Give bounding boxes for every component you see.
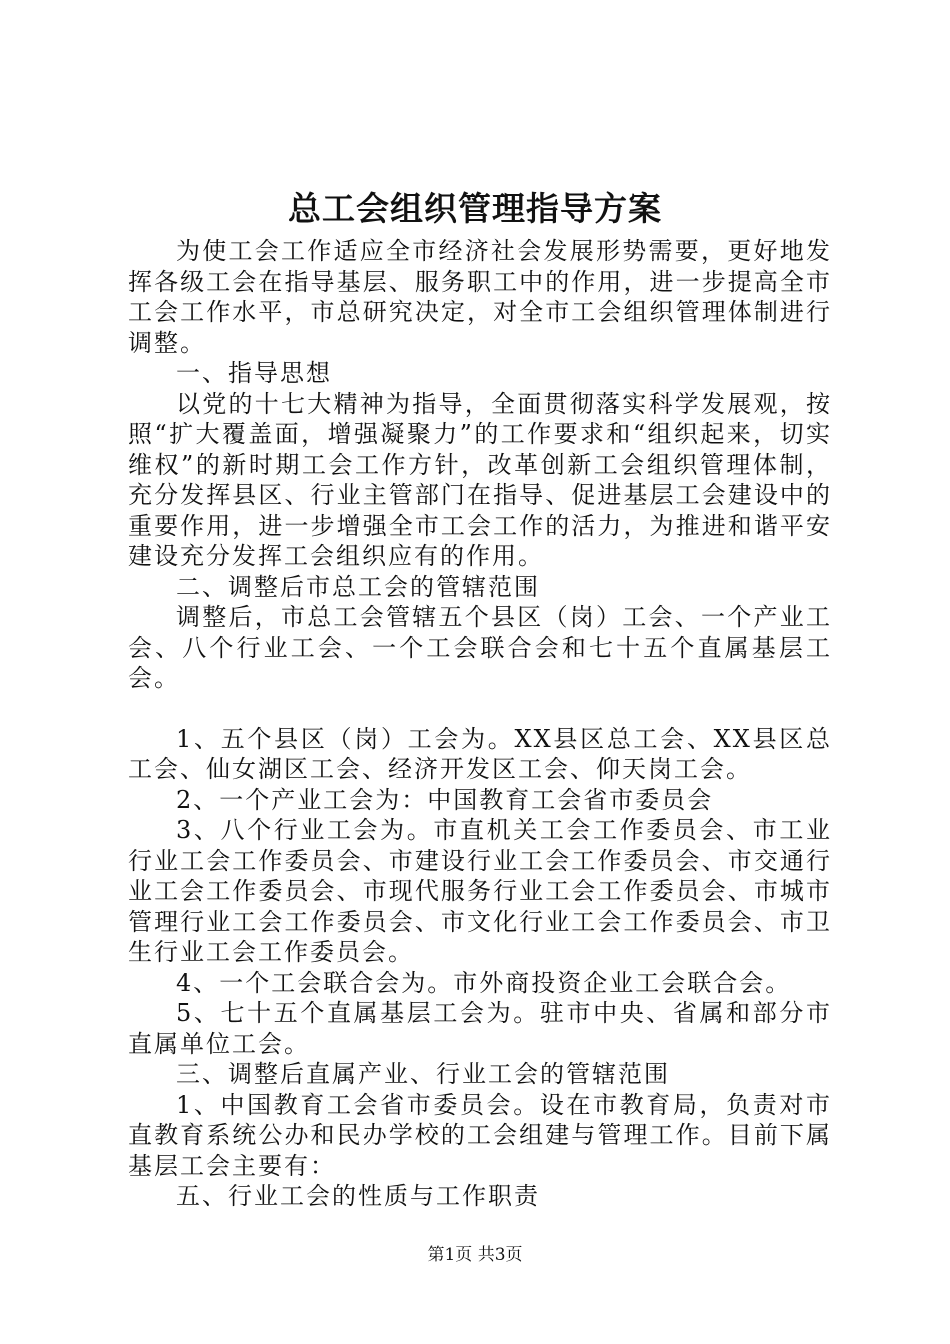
document-title: 总工会组织管理指导方案 [288,189,662,228]
paragraph-guiding-thought: 以党的十七大精神为指导，全面贯彻落实科学发展观，按照“扩大覆盖面，增强凝聚力”的工作要求和“组织起来，切实维权”的新时期工会工作方针，改革创新工会组织管理体制，充分发挥县区、行业主管部门在指导、促进基层工会建设中的重要作用，进一步增强全市工会工作的活力，为推进和谐平安建设充分发挥工会组织应有的作用。 [128,389,832,570]
list-item-direct-unions: 5、七十五个直属基层工会为。驻市中央、省属和部分市直属单位工会。 [128,999,832,1058]
list-item-federation: 4、一个工会联合会为。市外商投资企业工会联合会。 [176,968,792,997]
list-item-county-unions: 1、五个县区（岗）工会为。XX县区总工会、XX县区总工会、仙女湖区工会、经济开发区工会、仰天岗工会。 [128,724,832,783]
heading-direct-jurisdiction: 三、调整后直属产业、行业工会的管辖范围 [176,1060,670,1088]
heading-jurisdiction: 二、调整后市总工会的管辖范围 [176,572,540,601]
heading-sector-duties: 五、行业工会的性质与工作职责 [176,1182,540,1210]
heading-guiding-thought: 一、指导思想 [176,359,332,387]
list-item-industry-union: 2、一个产业工会为：中国教育工会省市委员会 [176,785,714,814]
list-item-sector-unions: 3、八个行业工会为。市直机关工会工作委员会、市工业行业工会工作委员会、市建设行业工会工作委员会、市交通行业工会工作委员会、市现代服务行业工会工作委员会、市城市管理行业工会工作委员会、市文化行业工会工作委员会、市卫生行业工会工作委员会。 [128,816,832,966]
page-footer: 第1页 共3页 [427,1245,523,1265]
paragraph-intro: 为使工会工作适应全市经济社会发展形势需要，更好地发挥各级工会在指导基层、服务职工中的作用，进一步提高全市工会工作水平，市总研究决定，对全市工会组织管理体制进行调整。 [128,237,832,357]
document-body [128,236,832,1212]
paragraph-jurisdiction: 调整后，市总工会管辖五个县区（岗）工会、一个产业工会、八个行业工会、一个工会联合会和七十五个直属基层工会。 [128,603,832,692]
paragraph-education-union: 1、中国教育工会省市委员会。设在市教育局，负责对市直教育系统公办和民办学校的工会组建与管理工作。目前下属基层工会主要有： [128,1090,832,1180]
